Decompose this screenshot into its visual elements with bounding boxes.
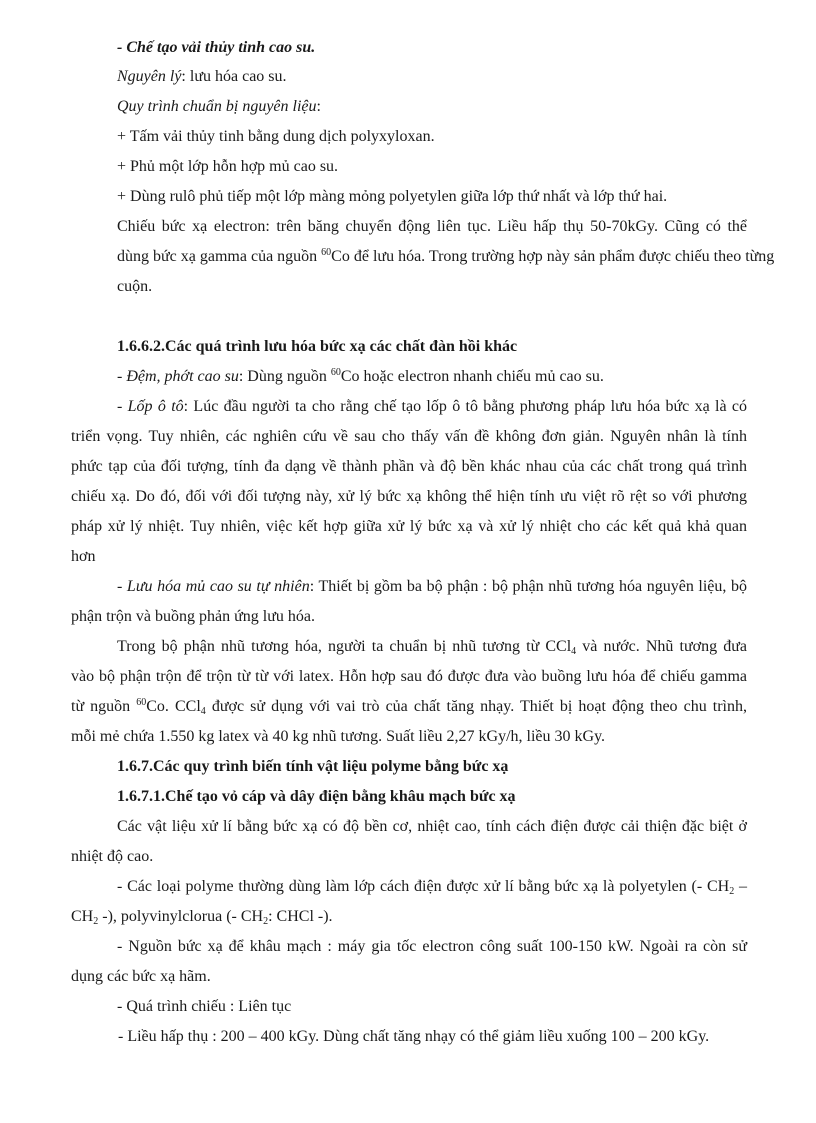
principle-label: Nguyên lý	[117, 68, 182, 85]
paragraph-line: - Liều hấp thụ : 200 – 400 kGy. Dùng chất tăng nhạy có thể giảm liều xuống 100 – 200 kGy.	[114, 1028, 710, 1045]
foam-line: - Đệm, phớt cao su: Dùng nguồn $^{60}$Co hoặc electron nhanh chiếu mủ cao su.	[117, 367, 604, 385]
paragraph-line: Chiếu bức xạ electron: trên băng chuyển động liên tục. Liều hấp thụ 50-70kGy. Cũng có thể	[117, 218, 747, 235]
section-heading-1-6-7: 1.6.7.Các quy trình biến tính vật liệu polyme bằng bức xạ	[117, 758, 509, 775]
paragraph-line: - Các loại polyme thường dùng làm lớp cách điện được xử lí bằng bức xạ là polyetylen (- $CH_2$ –	[117, 878, 748, 897]
paragraph-line: mỗi mẻ chứa 1.550 kg latex và 40 kg nhũ tương. Suất liều 2,27 kGy/h, liều 30 kGy.	[71, 728, 606, 745]
paragraph-line: Các vật liệu xử lí bằng bức xạ có độ bền cơ, nhiệt cao, tính cách điện được cải thiện đặc biệt ở	[117, 818, 747, 835]
latex-line: - Lưu hóa mủ cao su tự nhiên: Thiết bị gồm ba bộ phận : bộ phận nhũ tương hóa nguyên liệu, bộ	[117, 578, 747, 595]
tire-line: - Lốp ô tô: Lúc đầu người ta cho rằng chế tạo lốp ô tô bằng phương pháp lưu hóa bức xạ là có	[117, 398, 748, 415]
paragraph-line: từ nguồn $^{60}$Co. CCl$_4$ được sử dụng với vai trò của chất tăng nhạy. Thiết bị hoạt động theo chu trình,	[71, 697, 747, 717]
prep-step-3: + Dùng rulô phủ tiếp một lớp màng mỏng polyetylen giữa lớp thứ nhất và lớp thứ hai.	[117, 188, 668, 205]
paragraph-line: phận trộn và buồng phản ứng lưu hóa.	[71, 608, 315, 625]
paragraph-line: dùng bức xạ gamma của nguồn $^{60}$Co để lưu hóa. Trong trường hợp này sản phẩm được chiếu theo từng	[117, 247, 775, 265]
paragraph-line: chiếu xạ. Do đó, đối với đối tượng này, xử lý bức xạ không thể hiện tính ưu việt rõ rệt so với phương	[71, 488, 747, 505]
tire-label: - Lốp ô tô	[117, 398, 184, 415]
paragraph-line: pháp xử lý nhiệt. Tuy nhiên, việc kết hợp giữa xử lý bức xạ và xử lý nhiệt cho các kết quả khả quan	[71, 518, 747, 535]
paragraph-line: - Nguồn bức xạ để khâu mạch : máy gia tốc electron công suất 100-150 kW. Ngoài ra còn sử	[117, 938, 747, 955]
paragraph-line: nhiệt độ cao.	[71, 848, 154, 865]
paragraph-line: cuộn.	[117, 278, 153, 295]
prep-step-2: + Phủ một lớp hỗn hợp mủ cao su.	[117, 158, 339, 175]
paragraph-line: Trong bộ phận nhũ tương hóa, người ta chuẩn bị nhũ tương từ CCl$_4$ và nước. Nhũ tương đưa	[117, 638, 748, 657]
prep-step-1: + Tấm vải thủy tinh bằng dung dịch polyxyloxan.	[117, 128, 435, 145]
section-title-glass-fabric: - Chế tạo vải thủy tinh cao su.	[117, 39, 316, 56]
foam-label: - Đệm, phớt cao su	[117, 368, 239, 385]
paragraph-line: phức tạp của đối tượng, tính đa dạng về thành phần và độ bền khác nhau của các chất trong quá trình	[71, 458, 747, 475]
paragraph-line: dụng các bức xạ hãm.	[71, 968, 211, 985]
principle-line: Nguyên lý: lưu hóa cao su.	[117, 68, 287, 85]
section-heading-1-6-7-1: 1.6.7.1.Chế tạo vỏ cáp và dây điện bằng khâu mạch bức xạ	[117, 788, 516, 805]
paragraph-line: hơn	[71, 548, 96, 565]
paragraph-line: - Quá trình chiếu : Liên tục	[117, 998, 292, 1015]
section-heading-1-6-6-2: 1.6.6.2.Các quá trình lưu hóa bức xạ các chất đàn hồi khác	[117, 338, 518, 355]
latex-label: - Lưu hóa mủ cao su tự nhiên	[117, 578, 310, 595]
prep-line: Quy trình chuẩn bị nguyên liệu:	[117, 98, 321, 115]
prep-label: Quy trình chuẩn bị nguyên liệu	[117, 98, 317, 115]
paragraph-line: $CH_2$ -), polyvinylclorua (- $CH_2$: CHCl -).	[71, 908, 333, 927]
paragraph-line: vào bộ phận trộn để trộn từ từ với latex. Hỗn hợp sau đó được đưa vào buồng lưu hóa để chiếu gamma	[71, 668, 747, 685]
paragraph-line: triển vọng. Tuy nhiên, các nghiên cứu về sau cho thấy vấn đề không đơn giản. Nguyên nhân là tính	[71, 428, 747, 445]
